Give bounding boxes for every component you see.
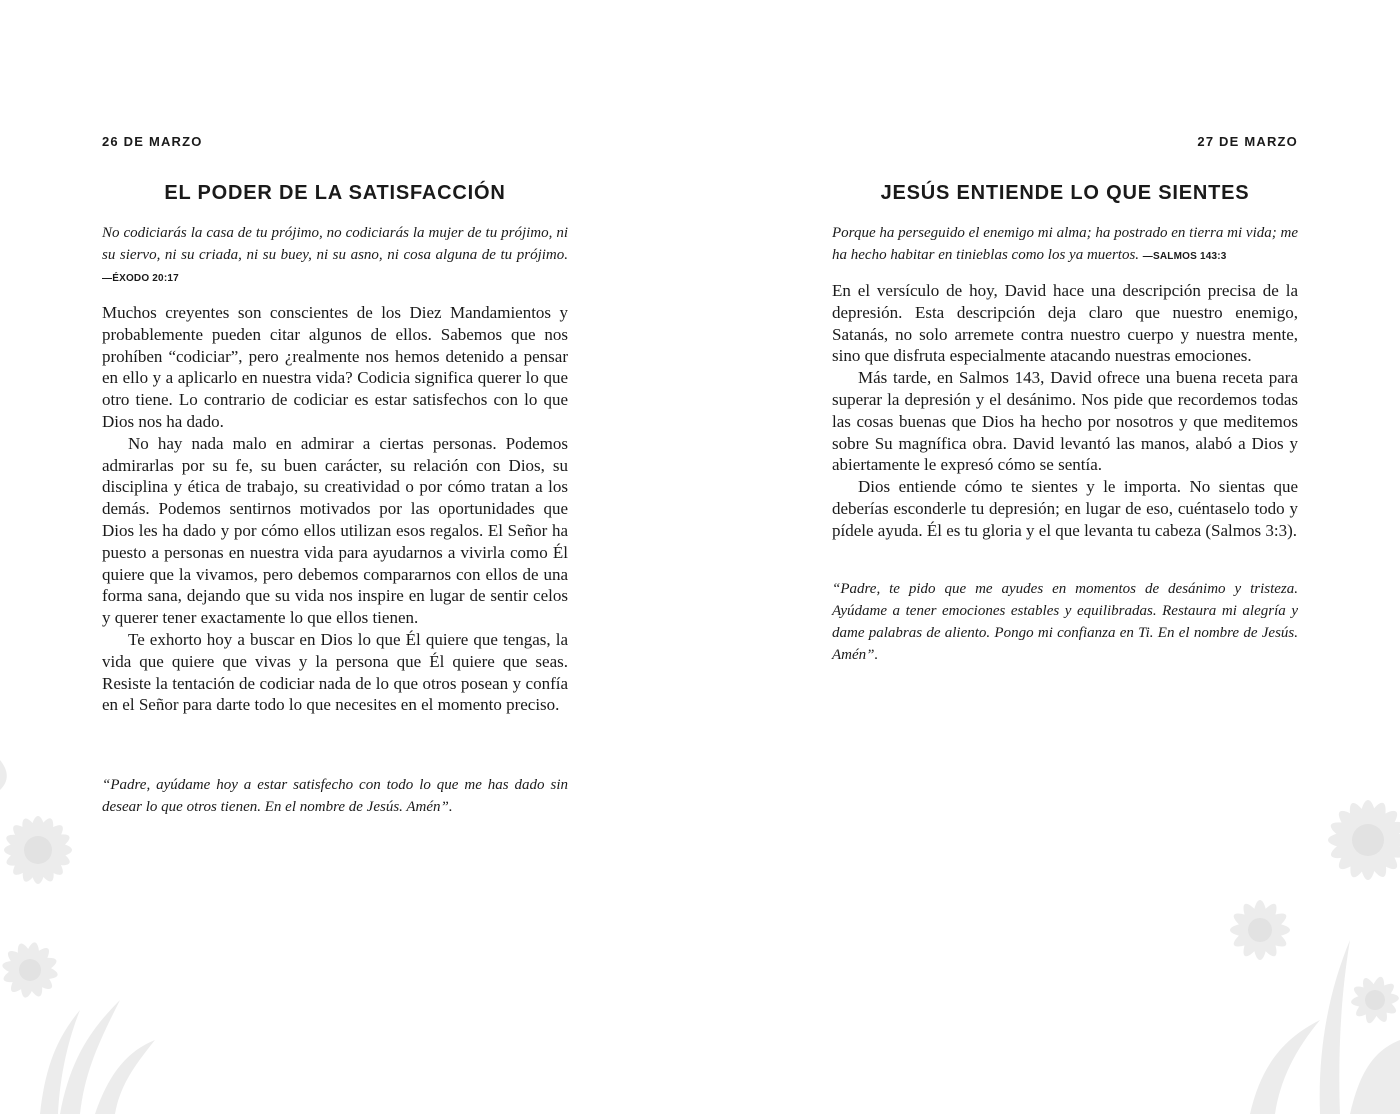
prayer-text: “Padre, te pido que me ayudes en momentos de desánimo y tristeza. Ayúdame a tener emociones estables y equilibradas. Restaura mi alegría y dame palabras de aliento. Pongo mi confianza en Ti. En el nombre de Jesús. Amén”. bbox=[832, 581, 1298, 663]
body-paragraph: Muchos creyentes son conscientes de los Diez Mandamientos y probablemente pueden citar algunos de ellos. Sabemos que nos prohíben “codiciar”, pero ¿realmente nos hemos detenido a pensar en ello y a aplicarlo en nuestra vida? Codicia significa querer lo que otro tiene. Lo contrario de codiciar es estar satisfechos con lo que Dios nos ha dado. bbox=[102, 303, 568, 431]
body-paragraph: En el versículo de hoy, David hace una descripción precisa de la depresión. Esta descripción deja claro que nuestro enemigo, Satanás, no solo arremete contra nuestro cuerpo y nuestra mente, sino que disfruta especialmente atacando nuestras emociones. bbox=[832, 281, 1298, 366]
devotional-body bbox=[832, 280, 1298, 542]
devotional-title: EL PODER DE LA SATISFACCIÓN bbox=[164, 182, 506, 204]
verse-text: No codiciarás la casa de tu prójimo, no codiciarás la mujer de tu prójimo, ni su siervo, ni su criada, ni su buey, ni su asno, ni cosa alguna de tu prójimo. bbox=[102, 225, 568, 263]
prayer-text: “Padre, ayúdame hoy a estar satisfecho con todo lo que me has dado sin desear lo que otros tienen. En el nombre de Jesús. Amén”. bbox=[102, 777, 568, 815]
bible-verse bbox=[102, 222, 568, 290]
body-paragraph: Más tarde, en Salmos 143, David ofrece una buena receta para superar la depresión y el desánimo. Nos pide que recordemos todas las cosas buenas que Dios ha hecho por nosotros y que meditemos sobre Su magnífica obra. David levantó las manos, alabó a Dios y abiertamente le expresó cómo se sentía. bbox=[832, 368, 1298, 475]
verse-block bbox=[102, 222, 568, 290]
verse-reference: —SALMOS 143:3 bbox=[1142, 251, 1227, 262]
page-date: 27 DE MARZO bbox=[1197, 134, 1298, 149]
prayer-block bbox=[832, 578, 1298, 666]
page-date: 26 DE MARZO bbox=[102, 134, 203, 149]
body-paragraph: Dios entiende cómo te sientes y le importa. No sientas que deberías esconderle tu depresión; en lugar de eso, cuéntaselo todo y pídele ayuda. Él es tu gloria y el que levanta tu cabeza (Salmos 3:3). bbox=[832, 477, 1298, 540]
body-paragraph: No hay nada malo en admirar a ciertas personas. Podemos admirarlas por su fe, su buen carácter, su relación con Dios, su disciplina y ética de trabajo, su creatividad o por cómo tratan a los demás. Podemos sentirnos motivados por las oportunidades que Dios les ha dado y por cómo ellos utilizan esos regalos. El Señor ha puesto a personas en nuestra vida para ayudarnos a vivirla como Él quiere que la vivamos, pero debemos compararnos con ellos de una forma sana, dejando que su vida nos inspire en lugar de sentir celos y querer tener exactamente lo que ellos tienen. bbox=[102, 433, 568, 628]
devotional-body bbox=[102, 302, 568, 716]
verse-block bbox=[832, 222, 1298, 268]
right-page bbox=[700, 0, 1400, 1114]
body-paragraph: Te exhorto hoy a buscar en Dios lo que Él quiere que tengas, la vida que quiere que vivas y la persona que Él quiere que seas. Resiste la tentación de codiciar nada de lo que otros posean y confía en el Señor para darte todo lo que necesites en el momento preciso. bbox=[102, 629, 568, 715]
devotional-title: JESÚS ENTIENDE LO QUE SIENTES bbox=[880, 182, 1250, 204]
daisy-flower-decoration-right bbox=[1200, 740, 1400, 1114]
verse-text: Porque ha perseguido el enemigo mi alma; ha postrado en tierra mi vida; me ha hecho habitar en tinieblas como los ya muertos. bbox=[832, 225, 1298, 263]
prayer-block bbox=[102, 774, 568, 818]
bible-verse bbox=[832, 222, 1298, 268]
verse-reference: —ÉXODO 20:17 bbox=[102, 273, 179, 284]
